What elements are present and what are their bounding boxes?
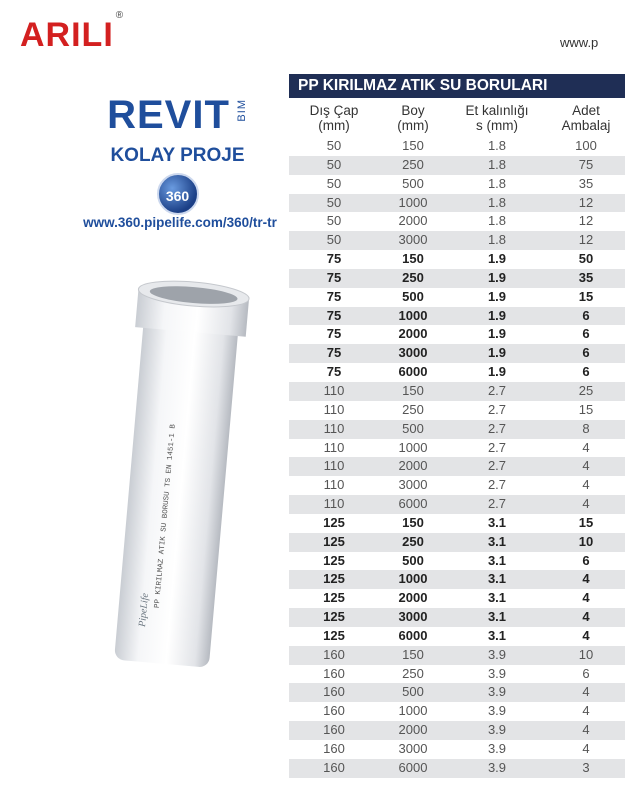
cell-package-qty: 6 — [582, 665, 590, 681]
cell-package-qty: 3 — [582, 759, 590, 775]
cell-package-qty: 12 — [578, 213, 594, 229]
header-line: Adet — [572, 103, 600, 118]
cell-wall-thickness: 1.9 — [487, 345, 507, 361]
cell-package-qty: 4 — [582, 590, 590, 606]
cell-outer-diameter: 125 — [323, 514, 345, 530]
cell-wall-thickness: 3.1 — [487, 627, 507, 643]
cell-length: 500 — [402, 420, 424, 436]
cell-length: 500 — [402, 552, 424, 568]
cell-package-qty: 4 — [582, 609, 590, 625]
table-row — [289, 702, 625, 721]
cell-wall-thickness: 3.1 — [487, 533, 507, 549]
table-row — [289, 495, 625, 514]
cell-wall-thickness: 1.9 — [487, 364, 507, 380]
header-package-qty — [547, 99, 625, 139]
cell-length: 150 — [402, 646, 424, 662]
table-row — [289, 250, 625, 269]
cell-package-qty: 4 — [582, 684, 590, 700]
table-title: PP KIRILMAZ ATIK SU BORULARI — [289, 74, 625, 98]
cell-package-qty: 4 — [582, 439, 590, 455]
cell-length: 3000 — [398, 477, 428, 493]
badge-360-icon: 360 — [157, 173, 199, 215]
cell-outer-diameter: 110 — [323, 420, 345, 436]
cell-length: 1000 — [398, 571, 428, 587]
header-length — [379, 99, 447, 139]
cell-outer-diameter: 50 — [326, 175, 342, 191]
cell-outer-diameter: 125 — [323, 627, 345, 643]
cell-outer-diameter: 160 — [323, 684, 345, 700]
table-row — [289, 382, 625, 401]
cell-length: 6000 — [398, 496, 428, 512]
table-row — [289, 683, 625, 702]
header-unit: Ambalaj — [561, 118, 611, 133]
cell-length: 250 — [402, 269, 424, 285]
bim-label: BIM — [235, 99, 248, 122]
cell-outer-diameter: 110 — [323, 401, 345, 417]
cell-length: 3000 — [398, 609, 428, 625]
cell-length: 150 — [402, 514, 424, 530]
cell-wall-thickness: 1.9 — [487, 251, 507, 267]
cell-length: 250 — [402, 156, 424, 172]
cell-wall-thickness: 1.8 — [487, 175, 507, 191]
cell-package-qty: 6 — [582, 364, 590, 380]
cell-wall-thickness: 3.9 — [487, 646, 507, 662]
cell-wall-thickness: 1.9 — [487, 307, 507, 323]
cell-outer-diameter: 110 — [323, 382, 345, 398]
cell-package-qty: 4 — [582, 741, 590, 756]
pipe-image — [100, 280, 270, 680]
cell-outer-diameter: 110 — [323, 477, 345, 493]
cell-outer-diameter: 160 — [323, 741, 345, 756]
header-line: Et kalınlığı — [465, 103, 529, 118]
cell-package-qty: 6 — [582, 552, 590, 568]
cell-package-qty: 15 — [578, 514, 594, 530]
cell-outer-diameter: 50 — [326, 156, 342, 172]
cell-outer-diameter: 160 — [323, 703, 345, 719]
pipelife-360-link[interactable]: www.360.pipelife.com/360/tr-tr — [83, 215, 277, 230]
table-row — [289, 344, 625, 363]
cell-length: 6000 — [398, 364, 428, 380]
header-outer-diameter — [289, 99, 379, 139]
revit-logo — [107, 95, 248, 135]
table-row — [289, 194, 625, 213]
table-row — [289, 476, 625, 495]
cell-length: 1000 — [398, 703, 428, 719]
cell-wall-thickness: 3.1 — [487, 590, 507, 606]
cell-outer-diameter: 160 — [323, 722, 345, 738]
cell-package-qty: 10 — [578, 646, 594, 662]
kolay-proje-label: KOLAY PROJE — [110, 145, 245, 166]
cell-length: 3000 — [398, 345, 428, 361]
cell-package-qty: 6 — [582, 345, 590, 361]
cell-length: 500 — [402, 175, 424, 191]
cell-package-qty: 4 — [582, 477, 590, 493]
cell-length: 1000 — [398, 307, 428, 323]
cell-length: 1000 — [398, 194, 428, 210]
cell-outer-diameter: 160 — [323, 665, 345, 681]
cell-wall-thickness: 1.8 — [487, 213, 507, 229]
cell-length: 3000 — [398, 741, 428, 756]
cell-outer-diameter: 110 — [323, 496, 345, 512]
table-row — [289, 325, 625, 344]
table-row — [289, 175, 625, 194]
cell-outer-diameter: 75 — [326, 326, 342, 342]
cell-package-qty: 15 — [578, 288, 594, 304]
cell-package-qty: 12 — [578, 232, 594, 248]
cell-wall-thickness: 3.9 — [487, 759, 507, 775]
cell-wall-thickness: 1.8 — [487, 232, 507, 248]
table-row — [289, 665, 625, 684]
cell-package-qty: 35 — [578, 269, 594, 285]
table-row — [289, 420, 625, 439]
cell-wall-thickness: 3.9 — [487, 665, 507, 681]
header-unit: (mm) — [397, 118, 429, 133]
cell-package-qty: 35 — [578, 175, 594, 191]
cell-package-qty: 8 — [582, 420, 590, 436]
table-body — [289, 137, 625, 778]
cell-outer-diameter: 125 — [323, 533, 345, 549]
cell-package-qty: 15 — [578, 401, 594, 417]
cell-wall-thickness: 3.1 — [487, 552, 507, 568]
cell-wall-thickness: 3.9 — [487, 741, 507, 756]
cell-wall-thickness: 1.8 — [487, 194, 507, 210]
cell-length: 250 — [402, 401, 424, 417]
cell-outer-diameter: 75 — [326, 345, 342, 361]
cell-outer-diameter: 75 — [326, 269, 342, 285]
cell-length: 150 — [402, 251, 424, 267]
cell-length: 150 — [402, 382, 424, 398]
table-row — [289, 363, 625, 382]
cell-length: 2000 — [398, 590, 428, 606]
cell-wall-thickness: 1.9 — [487, 288, 507, 304]
cell-outer-diameter: 75 — [326, 288, 342, 304]
table-row — [289, 721, 625, 740]
cell-outer-diameter: 125 — [323, 590, 345, 606]
cell-outer-diameter: 125 — [323, 609, 345, 625]
cell-length: 500 — [402, 288, 424, 304]
cell-package-qty: 4 — [582, 571, 590, 587]
header-line: Boy — [401, 103, 425, 118]
cell-length: 2000 — [398, 213, 428, 229]
cell-package-qty: 10 — [578, 533, 594, 549]
registered-mark: ® — [115, 9, 125, 21]
cell-wall-thickness: 2.7 — [487, 439, 507, 455]
cell-wall-thickness: 1.9 — [487, 269, 507, 285]
table-row — [289, 401, 625, 420]
table-row — [289, 439, 625, 458]
pipe-body — [114, 316, 239, 668]
cell-outer-diameter: 160 — [323, 759, 345, 775]
cell-package-qty: 75 — [578, 156, 594, 172]
table-row — [289, 552, 625, 571]
header-unit: (mm) — [318, 118, 350, 133]
cell-wall-thickness: 2.7 — [487, 496, 507, 512]
logo-text: ARILI — [20, 16, 114, 54]
cell-outer-diameter: 125 — [323, 571, 345, 587]
table-row — [289, 514, 625, 533]
cell-package-qty: 25 — [578, 382, 594, 398]
revit-badge — [60, 95, 295, 215]
cell-wall-thickness: 2.7 — [487, 382, 507, 398]
cell-wall-thickness: 1.8 — [487, 156, 507, 172]
cell-package-qty: 4 — [582, 627, 590, 643]
cell-length: 150 — [402, 138, 424, 153]
cell-package-qty: 4 — [582, 703, 590, 719]
header-line: Dış Çap — [309, 103, 359, 118]
cell-length: 250 — [402, 533, 424, 549]
cell-length: 3000 — [398, 232, 428, 248]
revit-wordmark: REVIT — [107, 93, 230, 137]
table-row — [289, 740, 625, 759]
cell-wall-thickness: 2.7 — [487, 458, 507, 474]
header-unit: s (mm) — [476, 118, 518, 133]
table-row — [289, 570, 625, 589]
cell-outer-diameter: 110 — [323, 458, 345, 474]
cell-outer-diameter: 75 — [326, 307, 342, 323]
table-row — [289, 231, 625, 250]
cell-outer-diameter: 125 — [323, 552, 345, 568]
cell-outer-diameter: 160 — [323, 646, 345, 662]
website-url[interactable]: www.p — [560, 35, 599, 50]
cell-wall-thickness: 3.1 — [487, 571, 507, 587]
cell-wall-thickness: 3.9 — [487, 684, 507, 700]
cell-wall-thickness: 2.7 — [487, 401, 507, 417]
cell-outer-diameter: 110 — [323, 439, 345, 455]
pipe-print-text: PP KIRILMAZ ATIK SU BORUSU TS EN 1451-1 B — [153, 423, 178, 609]
cell-wall-thickness: 1.9 — [487, 326, 507, 342]
table-row — [289, 608, 625, 627]
cell-package-qty: 50 — [578, 251, 594, 267]
table-row — [289, 137, 625, 156]
cell-length: 2000 — [398, 722, 428, 738]
cell-length: 2000 — [398, 458, 428, 474]
cell-wall-thickness: 3.9 — [487, 703, 507, 719]
header-wall-thickness — [447, 99, 547, 139]
cell-length: 1000 — [398, 439, 428, 455]
table-row — [289, 589, 625, 608]
cell-length: 6000 — [398, 759, 428, 775]
table-header — [289, 99, 625, 139]
cell-wall-thickness: 1.8 — [487, 138, 507, 153]
cell-length: 2000 — [398, 326, 428, 342]
cell-package-qty: 100 — [575, 138, 597, 153]
table-row — [289, 307, 625, 326]
cell-package-qty: 4 — [582, 722, 590, 738]
cell-wall-thickness: 2.7 — [487, 420, 507, 436]
cell-length: 500 — [402, 684, 424, 700]
table-row — [289, 269, 625, 288]
cell-package-qty: 4 — [582, 458, 590, 474]
arili-logo — [20, 9, 125, 54]
cell-outer-diameter: 50 — [326, 213, 342, 229]
table-row — [289, 212, 625, 231]
pipe-illustration — [100, 280, 270, 680]
cell-outer-diameter: 50 — [326, 138, 342, 153]
cell-wall-thickness: 3.1 — [487, 609, 507, 625]
cell-outer-diameter: 50 — [326, 232, 342, 248]
pipelife-mark: PipeLife — [137, 592, 151, 628]
cell-length: 6000 — [398, 627, 428, 643]
table-row — [289, 457, 625, 476]
table-row — [289, 156, 625, 175]
cell-wall-thickness: 2.7 — [487, 477, 507, 493]
cell-wall-thickness: 3.9 — [487, 722, 507, 738]
cell-outer-diameter: 75 — [326, 364, 342, 380]
cell-outer-diameter: 75 — [326, 251, 342, 267]
cell-package-qty: 6 — [582, 326, 590, 342]
cell-package-qty: 6 — [582, 307, 590, 323]
cell-package-qty: 12 — [578, 194, 594, 210]
table-row — [289, 288, 625, 307]
cell-outer-diameter: 50 — [326, 194, 342, 210]
table-row — [289, 533, 625, 552]
table-row — [289, 759, 625, 778]
table-row — [289, 627, 625, 646]
cell-wall-thickness: 3.1 — [487, 514, 507, 530]
table-row — [289, 646, 625, 665]
cell-package-qty: 4 — [582, 496, 590, 512]
cell-length: 250 — [402, 665, 424, 681]
